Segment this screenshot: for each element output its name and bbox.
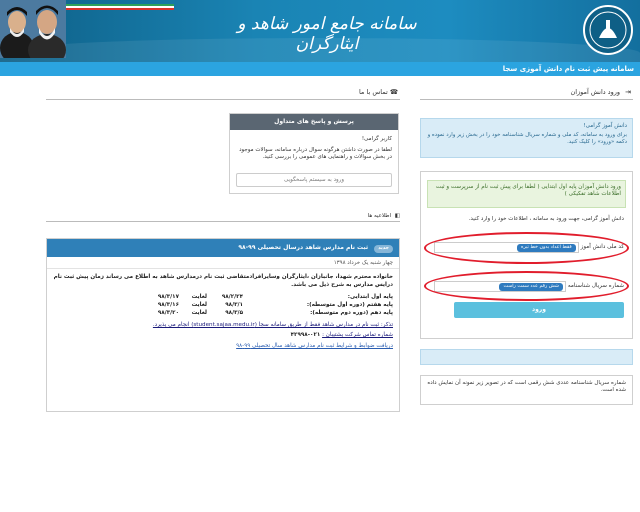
contact-header [46, 88, 400, 100]
national-code-hint: فقط اعداد بدون خط تیره [517, 244, 576, 252]
news-date: چهار شنبه یک خرداد ۱۳۹۸ [47, 257, 399, 269]
news-tag-label: اطلاعیه ها [367, 213, 392, 219]
serial-number-hint: شش رقم عدد سمت راست [499, 283, 562, 291]
news-divider [46, 221, 400, 222]
phone-row [53, 331, 393, 339]
rules-download-link[interactable]: دریافت ضوابط و شرایط ثبت نام مدارس شاهد سال تحصیلی ۹۹-۹۸ [236, 343, 393, 349]
flag-stripe [64, 4, 174, 10]
news-body [47, 269, 399, 354]
schedule-label: پایه اول ابتدایی: [347, 294, 393, 300]
schedule-from: ۹۸/۲/۲۴ [221, 294, 243, 300]
login-box-text: دانش آموز گرامی، جهت ورود به سامانه ، اطلاعات خود را وارد کنید. [468, 216, 624, 222]
header-banner [0, 0, 640, 62]
news-new-badge: جدید [374, 245, 393, 253]
serial-hint-box: شماره سریال شناسنامه عددی شش رقمی است که در تصویر زیر نمونه آن نمایش داده شده است. [420, 375, 633, 405]
schedule-row-3 [53, 309, 393, 317]
phone-number: ۰۲۱-۴۲۹۹۸ [290, 332, 321, 338]
news-tag [368, 213, 400, 219]
login-submit-button[interactable]: ورود [454, 302, 624, 318]
news-intro: خانواده محترم شهدا، جانبازان ،ایثارگران وسایرافرادمتقاضی ثبت نام درمدارس شاهد به اطلاع می رساند زمان پیش ثبت نام درایس مدارس به شرح ذیل می باشد. [53, 274, 393, 288]
schedule-to: ۹۸/۳/۲۰ [157, 310, 179, 316]
faq-body [230, 130, 398, 167]
leaders-portrait-image [0, 0, 66, 58]
national-code-label: کد ملی دانش آموز [580, 244, 624, 250]
highlight-ring-national-code [424, 232, 629, 264]
schedule-row-1 [53, 293, 393, 301]
info-column [46, 88, 400, 349]
login-section-header [420, 88, 633, 100]
emblem-logo-icon [582, 4, 634, 56]
login-column [420, 88, 633, 405]
schedule-to: ۹۸/۳/۱۷ [157, 294, 179, 300]
bullhorn-icon: ◧ [394, 213, 400, 219]
schedule-mid: لغایت [191, 310, 207, 316]
schedule-to: ۹۸/۳/۱۶ [157, 302, 179, 308]
faq-text: لطفا در صورت داشتن هرگونه سوال درباره سامانه، سوالات موجود در بخش سوالات و راهنمایی های عمومی را بررسی کنید. [239, 147, 392, 160]
notice-heading: دانش آموز گرامی! [583, 123, 627, 129]
phone-icon: ☎ [389, 88, 398, 96]
schedule-label: پایه دهم (دوره دوم متوسطه): [310, 310, 393, 316]
highlight-ring-serial-number [424, 271, 629, 301]
faq-enter-button[interactable]: ورود به سیستم پاسخگویی [236, 173, 392, 187]
news-title[interactable]: ثبت نام مدارس شاهد درسال تحصیلی ۹۹-۹۸ [238, 244, 369, 251]
schedule-row-2 [53, 301, 393, 309]
faq-greeting: کاربر گرامی! [361, 136, 392, 142]
login-form [420, 171, 633, 339]
schedule-from: ۹۸/۳/۱ [225, 302, 243, 308]
notice-text: برای ورود به سامانه، کد ملی و شماره سریال شناسنامه خود را در بخش زیر وارد نموده و دکمه «ورود» را کلیک کنید. [427, 132, 627, 145]
schedule-mid: لغایت [191, 302, 207, 308]
schedule-from: ۹۸/۳/۵ [225, 310, 243, 316]
login-section-title: ورود دانش آموزان [570, 88, 621, 96]
schedule-label: پایه هفتم (دوره اول متوسطه): [306, 302, 393, 308]
login-box-heading: ورود دانش آموزان پایه اول ابتدایی ( لطفا برای پیش ثبت نام از سرپرست و ثبت اطلاعات شاهد تفکیکی ) [427, 180, 626, 208]
faq-heading: پرسش و پاسخ های متداول [230, 114, 398, 130]
phone-label: شماره تماس شرکت پشتیبان : [322, 332, 393, 338]
news-header [47, 239, 399, 257]
site-title: سامانه جامع امور شاهد و ایثارگران [237, 14, 417, 54]
schedule-mid: لغایت [191, 294, 207, 300]
serial-number-label: شماره سریال شناسنامه [567, 283, 624, 289]
navbar-title: سامانه پیش ثبت نام دانش آموزی سجا [0, 62, 640, 76]
news-note: تذکر: ثبت نام در مدارس شاهد فقط از طریق سامانه سجا (student.sajaa.medu.ir) انجام می پذیرد. [152, 322, 393, 328]
faq-panel [229, 113, 399, 194]
sign-in-icon: ⇥ [625, 88, 631, 96]
news-panel [46, 238, 400, 412]
contact-link[interactable]: تماس با ما [358, 88, 388, 96]
login-notice [420, 118, 633, 158]
captcha-panel [420, 349, 633, 365]
